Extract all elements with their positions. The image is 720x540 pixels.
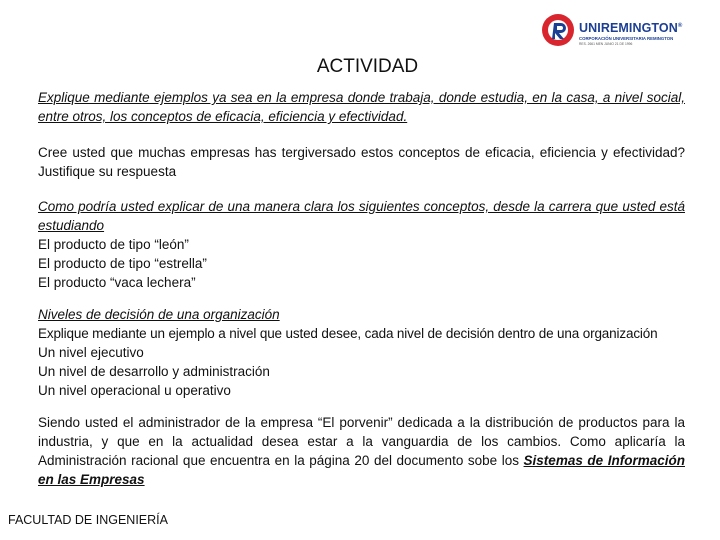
page-title: ACTIVIDAD: [316, 56, 419, 77]
list-item: Un nivel operacional u operativo: [38, 383, 231, 398]
section-niveles-heading: Niveles de decisión de una organización: [38, 307, 280, 322]
uniremington-logo: [540, 12, 690, 50]
list-item: El producto de tipo “león”: [38, 237, 189, 252]
uniremington-logo-mark: [540, 12, 576, 48]
logo-name: UNIREMINGTON®: [579, 21, 683, 35]
logo-subtitle: CORPORACIÓN UNIVERSITARIA REMINGTON: [579, 36, 674, 41]
logo-registration: RES. 2661 MEN JUNIO 21 DE 1996: [579, 42, 633, 46]
section-eficacia: [38, 88, 685, 126]
list-item: El producto “vaca lechera”: [38, 275, 196, 290]
section-productos: [38, 197, 685, 292]
list-item: El producto de tipo “estrella”: [38, 256, 207, 271]
section-porvenir-text: Siendo usted el administrador de la empresa “El porvenir” dedicada a la distribución de productos para la industria, y que en la actualidad desea estar a la vanguardia de los cambios. Como aplicaría la Administración racional que encuentra en la página 20 del documento sobe los: [38, 415, 685, 468]
section-productos-heading: Como podría usted explicar de una manera clara los siguientes conceptos, desde la carrera que usted está estudiando: [38, 199, 685, 233]
list-item: Explique mediante un ejemplo a nivel que usted desee, cada nivel de decisión dentro de una organización: [38, 326, 658, 341]
section-niveles: [38, 305, 685, 400]
list-item: Un nivel ejecutivo: [38, 345, 144, 360]
document-reference: Sistemas de Información en las Empresas: [38, 453, 685, 487]
section-tergiversado-text: Cree usted que muchas empresas has tergiversado estos conceptos de eficacia, eficiencia y efectividad? Justifique su respuesta: [38, 145, 685, 179]
section-porvenir: [38, 413, 685, 489]
list-item: Un nivel de desarrollo y administración: [38, 364, 270, 379]
footer-faculty: FACULTAD DE INGENIERÍA: [8, 513, 168, 527]
section-tergiversado: [38, 143, 685, 181]
section-eficacia-text: Explique mediante ejemplos ya sea en la empresa donde trabaja, donde estudia, en la casa, a nivel social, entre otros, los conceptos de eficacia, eficiencia y efectividad.: [38, 90, 685, 124]
